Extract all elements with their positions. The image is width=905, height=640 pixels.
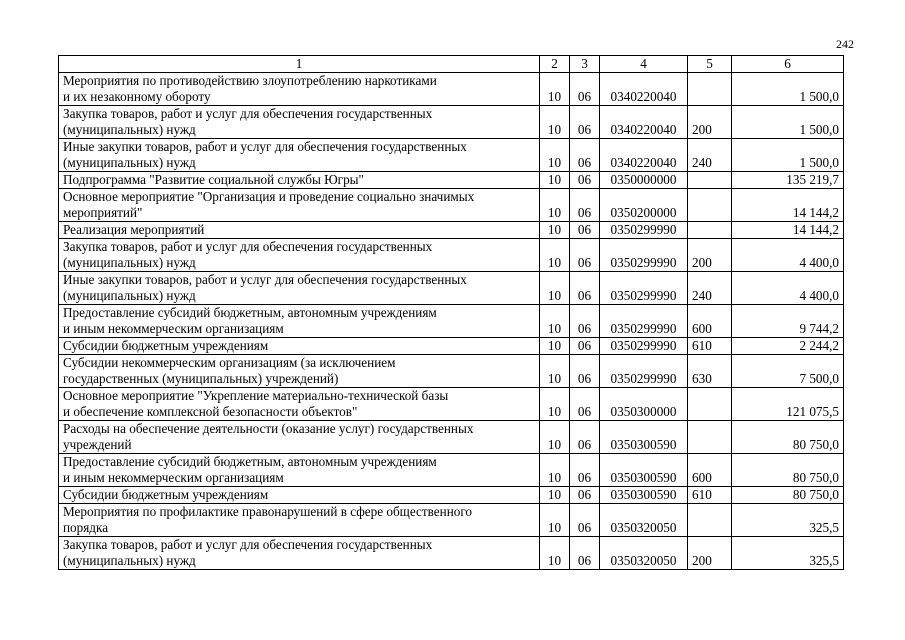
row-subsection-cell: 06 [570,172,600,189]
row-name-cell: Основное мероприятие "Укрепление материально-технической базы и обеспечение комплексной безопасности объектов" [59,388,540,421]
row-section-cell: 10 [540,338,570,355]
row-name-cell: Расходы на обеспечение деятельности (оказание услуг) государственных учреждений [59,421,540,454]
row-section-cell: 10 [540,454,570,487]
row-target-code-cell: 0350299990 [600,338,688,355]
row-amount-cell: 2 244,2 [732,338,844,355]
row-amount-cell: 135 219,7 [732,172,844,189]
row-target-code-cell: 0350200000 [600,189,688,222]
row-section-cell: 10 [540,504,570,537]
row-section-cell: 10 [540,189,570,222]
row-amount-cell: 1 500,0 [732,106,844,139]
table-row [59,239,844,272]
header-col-4: 4 [600,56,688,73]
table-row [59,421,844,454]
row-subsection-cell: 06 [570,106,600,139]
row-subsection-cell: 06 [570,454,600,487]
table-row [59,454,844,487]
row-amount-cell: 7 500,0 [732,355,844,388]
row-subsection-cell: 06 [570,222,600,239]
row-subsection-cell: 06 [570,305,600,338]
row-expense-type-cell: 200 [688,537,732,570]
row-amount-cell: 80 750,0 [732,421,844,454]
row-section-cell: 10 [540,421,570,454]
row-amount-cell: 9 744,2 [732,305,844,338]
row-section-cell: 10 [540,222,570,239]
row-expense-type-cell [688,172,732,189]
row-subsection-cell: 06 [570,239,600,272]
table-row [59,487,844,504]
table-row [59,504,844,537]
row-target-code-cell: 0350299990 [600,272,688,305]
row-expense-type-cell [688,504,732,537]
header-col-2: 2 [540,56,570,73]
row-amount-cell: 80 750,0 [732,454,844,487]
row-expense-type-cell [688,189,732,222]
table-row [59,189,844,222]
header-col-1: 1 [59,56,540,73]
row-amount-cell: 325,5 [732,537,844,570]
row-expense-type-cell: 600 [688,305,732,338]
row-expense-type-cell: 610 [688,487,732,504]
row-name-cell: Закупка товаров, работ и услуг для обеспечения государственных (муниципальных) нужд [59,239,540,272]
row-section-cell: 10 [540,487,570,504]
table-row [59,338,844,355]
row-name-cell: Подпрограмма "Развитие социальной службы Югры" [59,172,540,189]
row-expense-type-cell: 630 [688,355,732,388]
row-target-code-cell: 0350299990 [600,239,688,272]
row-amount-cell: 1 500,0 [732,73,844,106]
row-target-code-cell: 0350300590 [600,487,688,504]
row-target-code-cell: 0350000000 [600,172,688,189]
row-amount-cell: 80 750,0 [732,487,844,504]
row-name-cell: Основное мероприятие "Организация и проведение социально значимых мероприятий" [59,189,540,222]
row-section-cell: 10 [540,388,570,421]
table-row [59,139,844,172]
row-expense-type-cell [688,421,732,454]
table-row [59,272,844,305]
row-subsection-cell: 06 [570,272,600,305]
budget-table [58,55,844,570]
table-row [59,388,844,421]
row-expense-type-cell: 200 [688,106,732,139]
row-name-cell: Предоставление субсидий бюджетным, автономным учреждениям и иным некоммерческим организациям [59,454,540,487]
row-target-code-cell: 0350300590 [600,421,688,454]
row-expense-type-cell: 240 [688,139,732,172]
table-row [59,73,844,106]
row-name-cell: Субсидии бюджетным учреждениям [59,487,540,504]
table-row [59,172,844,189]
row-name-cell: Мероприятия по противодействию злоупотреблению наркотиками и их незаконному обороту [59,73,540,106]
header-col-5: 5 [688,56,732,73]
row-section-cell: 10 [540,272,570,305]
row-name-cell: Реализация мероприятий [59,222,540,239]
row-expense-type-cell [688,388,732,421]
row-target-code-cell: 0340220040 [600,139,688,172]
row-section-cell: 10 [540,355,570,388]
table-row [59,305,844,338]
row-target-code-cell: 0350299990 [600,355,688,388]
row-subsection-cell: 06 [570,338,600,355]
row-name-cell: Закупка товаров, работ и услуг для обеспечения государственных (муниципальных) нужд [59,537,540,570]
row-expense-type-cell: 240 [688,272,732,305]
table-row [59,106,844,139]
row-expense-type-cell [688,73,732,106]
row-section-cell: 10 [540,106,570,139]
row-subsection-cell: 06 [570,73,600,106]
row-target-code-cell: 0350299990 [600,305,688,338]
row-target-code-cell: 0340220040 [600,106,688,139]
row-expense-type-cell: 600 [688,454,732,487]
table-row [59,537,844,570]
row-name-cell: Иные закупки товаров, работ и услуг для обеспечения государственных (муниципальных) нужд [59,272,540,305]
row-amount-cell: 14 144,2 [732,222,844,239]
row-name-cell: Субсидии бюджетным учреждениям [59,338,540,355]
row-target-code-cell: 0340220040 [600,73,688,106]
table-body [59,73,844,570]
row-subsection-cell: 06 [570,388,600,421]
row-subsection-cell: 06 [570,487,600,504]
row-amount-cell: 1 500,0 [732,139,844,172]
page-number: 242 [836,37,854,51]
table-row [59,355,844,388]
row-name-cell: Предоставление субсидий бюджетным, автономным учреждениям и иным некоммерческим организациям [59,305,540,338]
row-section-cell: 10 [540,139,570,172]
row-target-code-cell: 0350300000 [600,388,688,421]
row-expense-type-cell: 610 [688,338,732,355]
row-subsection-cell: 06 [570,139,600,172]
header-col-3: 3 [570,56,600,73]
row-expense-type-cell: 200 [688,239,732,272]
header-col-6: 6 [732,56,844,73]
row-subsection-cell: 06 [570,537,600,570]
row-section-cell: 10 [540,305,570,338]
row-subsection-cell: 06 [570,421,600,454]
row-name-cell: Мероприятия по профилактике правонарушений в сфере общественного порядка [59,504,540,537]
row-amount-cell: 121 075,5 [732,388,844,421]
row-section-cell: 10 [540,73,570,106]
row-subsection-cell: 06 [570,189,600,222]
row-section-cell: 10 [540,239,570,272]
row-subsection-cell: 06 [570,504,600,537]
row-section-cell: 10 [540,537,570,570]
row-amount-cell: 4 400,0 [732,239,844,272]
row-amount-cell: 4 400,0 [732,272,844,305]
table-row [59,222,844,239]
row-name-cell: Закупка товаров, работ и услуг для обеспечения государственных (муниципальных) нужд [59,106,540,139]
row-target-code-cell: 0350299990 [600,222,688,239]
row-target-code-cell: 0350320050 [600,537,688,570]
row-name-cell: Субсидии некоммерческим организациям (за исключением государственных (муниципальных) учреждений) [59,355,540,388]
row-amount-cell: 14 144,2 [732,189,844,222]
row-target-code-cell: 0350320050 [600,504,688,537]
header-row [59,56,844,73]
row-subsection-cell: 06 [570,355,600,388]
row-amount-cell: 325,5 [732,504,844,537]
row-target-code-cell: 0350300590 [600,454,688,487]
row-expense-type-cell [688,222,732,239]
row-name-cell: Иные закупки товаров, работ и услуг для обеспечения государственных (муниципальных) нужд [59,139,540,172]
row-section-cell: 10 [540,172,570,189]
